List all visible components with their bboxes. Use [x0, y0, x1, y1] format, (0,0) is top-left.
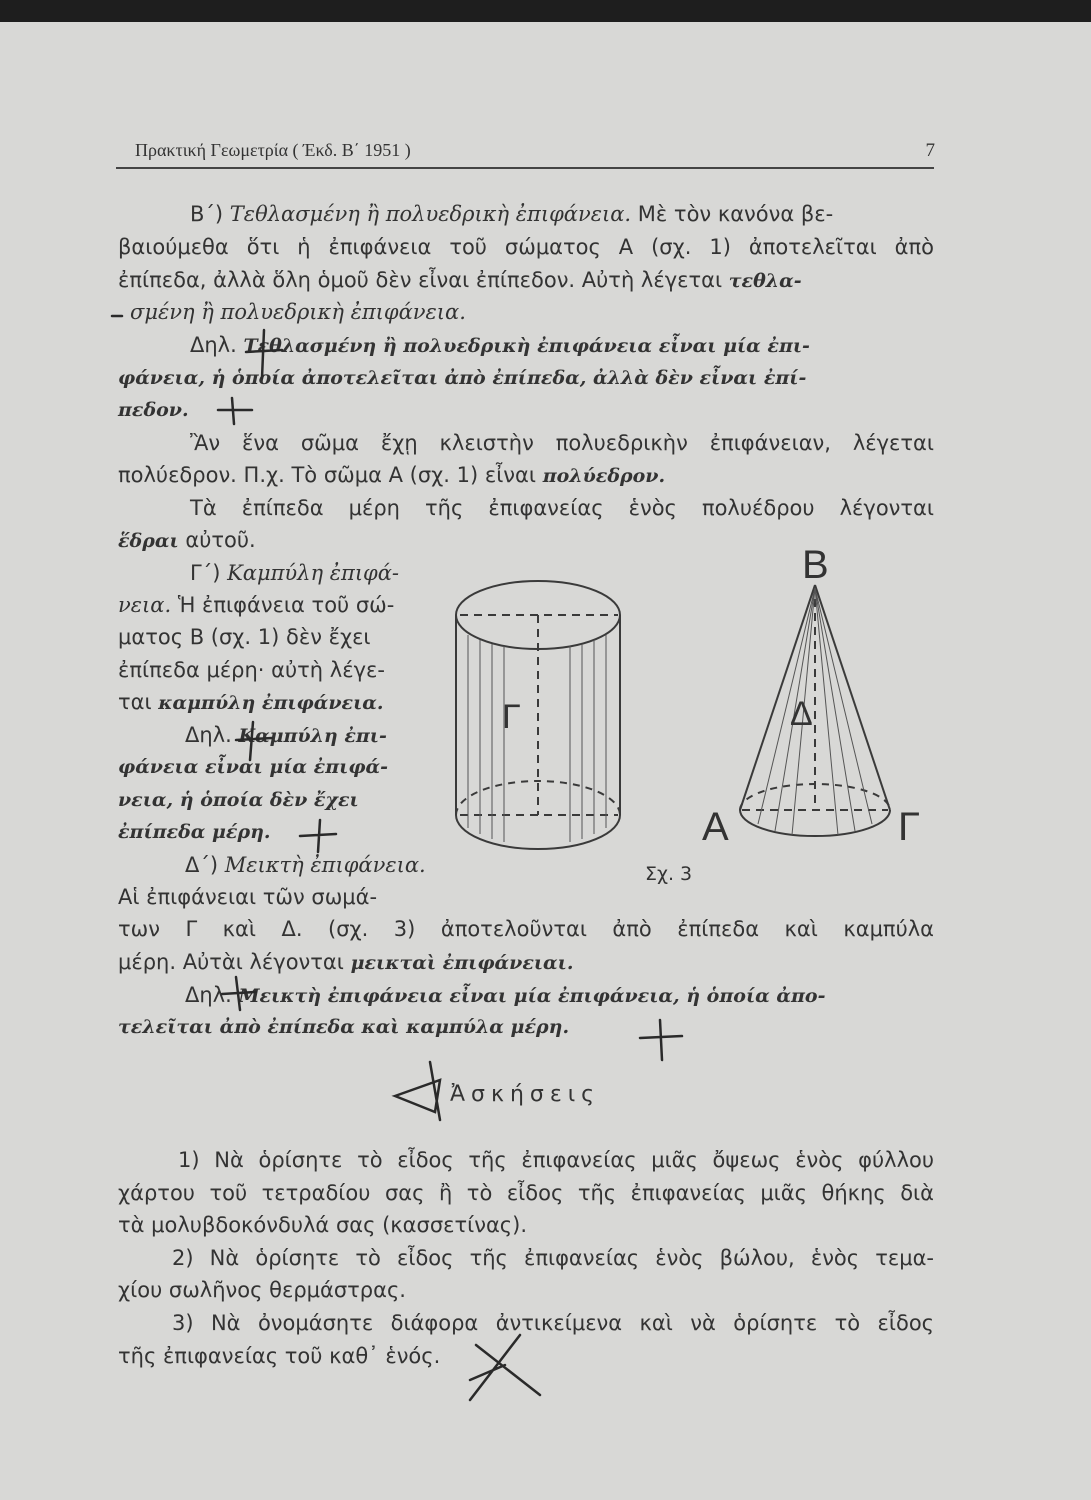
cross-mark-3 [236, 722, 272, 760]
exercises-heading: Ἀσκήσεις [450, 1082, 601, 1107]
cylinder-label: Γ [502, 698, 521, 736]
polyhedron-paragraph-line-2: πολύεδρον. Π.χ. Τὸ σῶμα Α (σχ. 1) εἶναι πολύεδρον. [118, 463, 666, 487]
exercise-3-line-1: 3) Νὰ ὀνομάσητε διάφορα ἀντικείμενα καὶ νὰ ὁρίσητε τὸ εἶδος [172, 1311, 934, 1335]
section-g-line-1: Γ΄) Καμπύλη ἐπιφά- [190, 561, 400, 585]
section-b-definition-line-3: πεδον. [118, 399, 189, 421]
exercise-1-line-2: χάρτου τοῦ τετραδίου σας ἢ τὸ εἶδος τῆς ἐπιφανείας μιᾶς θήκης διὰ [118, 1181, 934, 1205]
section-b-line-1: Β΄) Τεθλασμένη ἢ πολυεδρικὴ ἐπιφάνεια. Μὲ τὸν κανόνα βε- [190, 202, 834, 226]
section-g-definition-line-4: ἐπίπεδα μέρη. [118, 821, 271, 843]
section-b-line-3: ἐπίπεδα, ἀλλὰ ὅλη ὁμοῦ δὲν εἶναι ἐπίπεδον. Αὐτὴ λέγεται τεθλα- [118, 268, 802, 292]
cone-label: Δ [790, 695, 813, 733]
exercise-1-line-3: τὰ μολυβδοκόνδυλά σας (κασσετίνας). [118, 1213, 527, 1237]
faces-paragraph-line-1: Τὰ ἐπίπεδα μέρη τῆς ἐπιφανείας ἑνὸς πολυέδρου λέγονται [190, 496, 934, 520]
section-g-definition-line-1: Δηλ. Καμπύλη ἐπι- [185, 723, 387, 747]
term-tethlasmeni: Τεθλασμένη ἢ πολυεδρικὴ ἐπιφάνεια. [229, 202, 632, 226]
section-b-definition-line-1: Δηλ. Τεθλασμένη ἢ πολυεδρικὴ ἐπιφάνεια εἶναι μία ἐπι- [190, 333, 810, 357]
cross-mark-5 [222, 977, 256, 1010]
section-g-line-5: ται καμπύλη ἐπιφάνεια. [118, 690, 384, 714]
cross-mark-7 [470, 1335, 540, 1400]
cross-mark-2 [218, 398, 252, 424]
polyhedron-paragraph-line-1: Ἂν ἕνα σῶμα ἔχῃ κλειστὴν πολυεδρικὴν ἐπιφάνειαν, λέγεται [190, 431, 934, 455]
section-d-definition-line-2: τελεῖται ἀπὸ ἐπίπεδα καὶ καμπύλα μέρη. [118, 1016, 570, 1038]
section-g-definition-line-3: νεια, ἡ ὁποία δὲν ἔχει [118, 789, 359, 811]
figure-caption: Σχ. 3 [645, 863, 693, 885]
section-d-line-4: μέρη. Αὐτὰι λέγονται μεικταὶ ἐπιφάνειαι. [118, 950, 574, 974]
section-g-line-3: ματος Β (σχ. 1) δὲν ἔχει [118, 625, 371, 649]
section-b-line-4: σμένη ἢ πολυεδρικὴ ἐπιφάνεια. [130, 300, 466, 324]
header-title: Πρακτική Γεωμετρία ( Έκδ. Β΄ 1951 ) [135, 140, 411, 160]
cross-mark-4 [300, 820, 336, 852]
cone-apex-label: Β [802, 543, 829, 587]
faces-paragraph-line-2: ἕδραι αὐτοῦ. [118, 528, 256, 552]
check-mark-heading [395, 1062, 440, 1120]
section-g-line-2: νεια. Ἡ ἐπιφάνεια τοῦ σώ- [118, 593, 395, 617]
section-b-line-2: βαιούμεθα ὅτι ἡ ἐπιφάνεια τοῦ σώματος Α (σχ. 1) ἀποτελεῖται ἀπὸ [118, 235, 934, 259]
page-number: 7 [925, 140, 935, 161]
section-d-line-2: Αἱ ἐπιφάνειαι τῶν σωμά- [118, 885, 378, 909]
cone-right-label: Γ [898, 805, 921, 849]
exercise-2-line-1: 2) Νὰ ὁρίσητε τὸ εἶδος τῆς ἐπιφανείας ἑνὸς βώλου, ἑνὸς τεμα- [172, 1246, 934, 1270]
exercise-1-line-1: 1) Νὰ ὁρίσητε τὸ εἶδος τῆς ἐπιφανείας μιᾶς ὄψεως ἑνὸς φύλλου [178, 1148, 934, 1172]
section-d-definition-line-1: Δηλ. Μεικτὴ ἐπιφάνεια εἶναι μία ἐπιφάνεια, ἡ ὁποία ἀπο- [185, 983, 826, 1007]
cone-left-label: Α [702, 805, 729, 849]
section-g-line-4: ἐπίπεδα μέρη· αὐτὴ λέγε- [118, 658, 385, 682]
exercise-3-line-2: τῆς ἐπιφανείας τοῦ καθ᾿ ἑνός. [118, 1344, 441, 1368]
section-b-definition-line-2: φάνεια, ἡ ὁποία ἀποτελεῖται ἀπὸ ἐπίπεδα, ἀλλὰ δὲν εἶναι ἐπί- [118, 367, 807, 389]
section-d-line-3: των Γ καὶ Δ. (σχ. 3) ἀποτελοῦνται ἀπὸ ἐπίπεδα καὶ καμπύλα [118, 917, 934, 941]
cross-mark-6 [640, 1020, 682, 1060]
section-g-definition-line-2: φάνεια εἶναι μία ἐπιφά- [118, 756, 389, 778]
section-d-line-1: Δ΄) Μεικτὴ ἐπιφάνεια. [185, 853, 426, 877]
exercise-2-line-2: χίου σωλῆνος θερμάστρας. [118, 1278, 406, 1302]
cross-mark-1 [246, 330, 282, 378]
